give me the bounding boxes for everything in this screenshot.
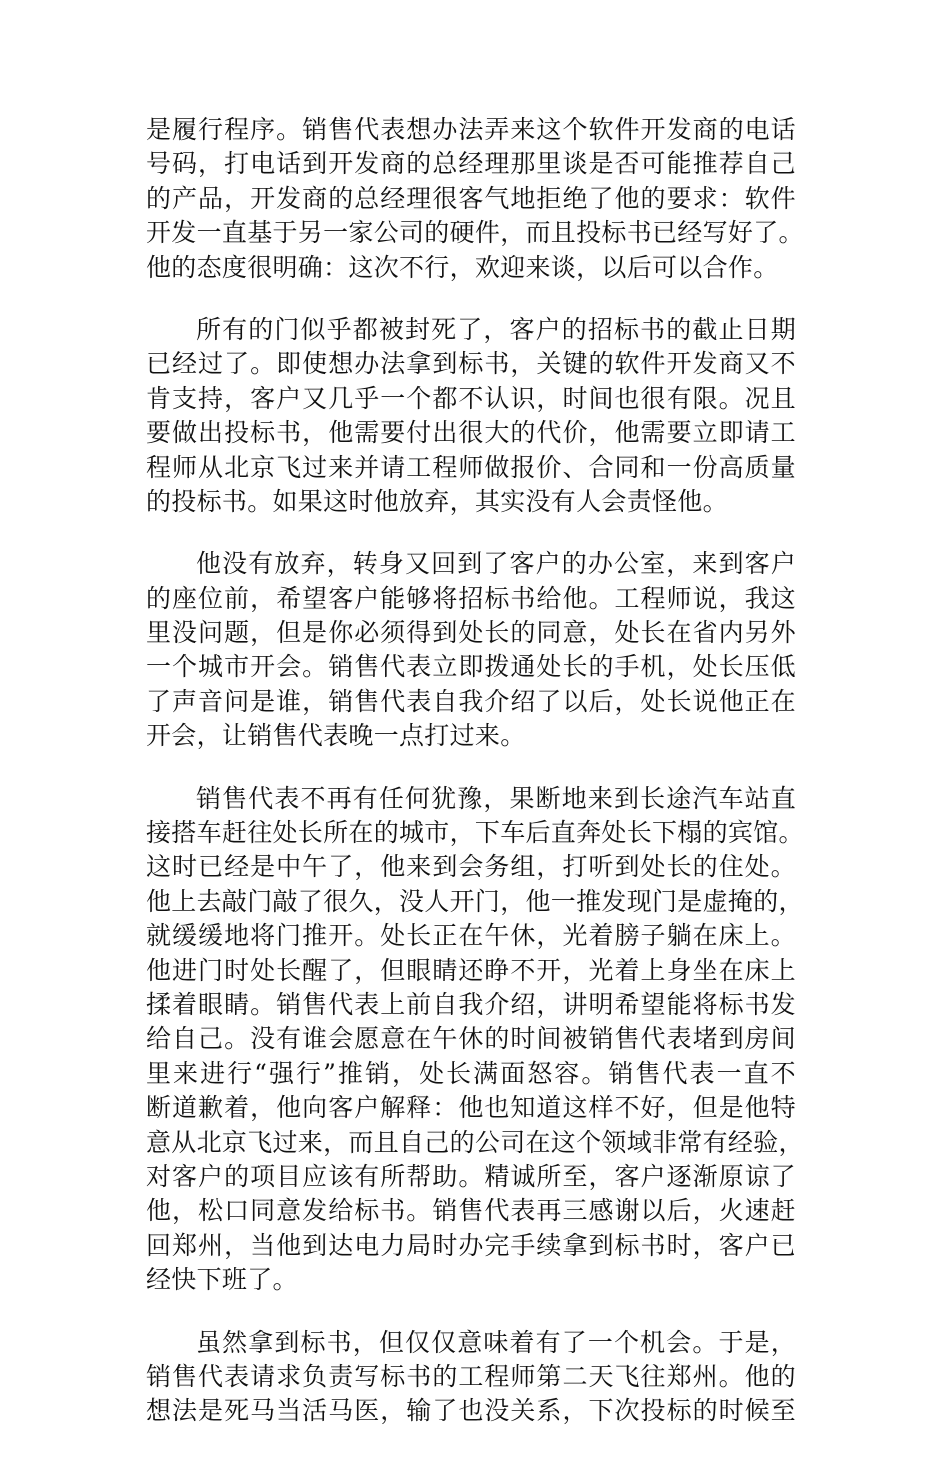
text-line: 意从北京飞过来，而且自己的公司在这个领域非常有经验， <box>146 1127 804 1157</box>
text-line: 回郑州，当他到达电力局时办完手续拿到标书时，客户已 <box>146 1230 796 1260</box>
text-line: 销售代表不再有任何犹豫，果断地来到长途汽车站直 <box>196 783 796 813</box>
text-line: 是履行程序。销售代表想办法弄来这个软件开发商的电话 <box>146 115 796 144</box>
text-line: 他进门时处长醒了，但眼睛还睁不开，光着上身坐在床上 <box>146 955 796 985</box>
text-line: 开会，让销售代表晚一点打过来。 <box>146 721 526 751</box>
text-line: 虽然拿到标书，但仅仅意味着有了一个机会。于是， <box>196 1327 796 1357</box>
paragraph-2 <box>146 313 796 519</box>
text-line: 已经过了。即使想办法拿到标书，关键的软件开发商又不 <box>146 349 796 379</box>
text-line: 给自己。没有谁会愿意在午休的时间被销售代表堵到房间 <box>146 1024 796 1054</box>
text-line: 开发一直基于另一家公司的硬件，而且投标书已经写好了。 <box>146 218 804 248</box>
paragraph-3 <box>146 547 796 753</box>
text-line: 要做出投标书，他需要付出很大的代价，他需要立即请工 <box>146 418 796 448</box>
text-line: 他上去敲门敲了很久，没人开门，他一推发现门是虚掩的， <box>146 886 804 916</box>
text-line: 他没有放弃，转身又回到了客户的办公室，来到客户 <box>196 549 796 579</box>
text-line: 肯支持，客户又几乎一个都不认识，时间也很有限。况且 <box>146 383 796 413</box>
paragraph-1 <box>146 113 804 285</box>
text-line: 里来进行“强行”推销，处长满面怒容。销售代表一直不 <box>146 1058 796 1088</box>
text-line: 这时已经是中午了，他来到会务组，打听到处长的住处。 <box>146 852 796 882</box>
text-line: 的产品，开发商的总经理很客气地拒绝了他的要求：软件 <box>146 183 796 213</box>
text-line: 所有的门似乎都被封死了，客户的招标书的截止日期 <box>196 314 796 344</box>
text-line: 断道歉着，他向客户解释：他也知道这样不好，但是他特 <box>146 1093 796 1123</box>
document-body <box>146 113 804 1457</box>
text-line: 程师从北京飞过来并请工程师做报价、合同和一份高质量 <box>146 452 796 482</box>
text-line: 了声音问是谁，销售代表自我介绍了以后，处长说他正在 <box>146 686 796 716</box>
text-line: 的投标书。如果这时他放弃，其实没有人会责怪他。 <box>146 486 728 516</box>
text-line: 他，松口同意发给标书。销售代表再三感谢以后，火速赶 <box>146 1196 796 1226</box>
paragraph-5 <box>146 1326 796 1429</box>
text-line: 一个城市开会。销售代表立即拨通处长的手机，处长压低 <box>146 652 796 682</box>
text-line: 想法是死马当活马医，输了也没关系，下次投标的时候至 <box>146 1396 796 1426</box>
text-line: 就缓缓地将门推开。处长正在午休，光着膀子躺在床上。 <box>146 921 796 951</box>
text-line: 经快下班了。 <box>146 1265 298 1295</box>
text-line: 他的态度很明确：这次不行，欢迎来谈，以后可以合作。 <box>146 252 779 282</box>
paragraph-4 <box>146 782 804 1298</box>
text-line: 号码，打电话到开发商的总经理那里谈是否可能推荐自己 <box>146 149 796 179</box>
text-line: 销售代表请求负责写标书的工程师第二天飞往郑州。他的 <box>146 1361 796 1391</box>
text-line: 对客户的项目应该有所帮助。精诚所至，客户逐渐原谅了 <box>146 1161 796 1191</box>
text-line: 里没问题，但是你必须得到处长的同意，处长在省内另外 <box>146 618 796 648</box>
text-line: 接搭车赶往处长所在的城市，下车后直奔处长下榻的宾馆。 <box>146 818 804 848</box>
text-line: 的座位前，希望客户能够将招标书给他。工程师说，我这 <box>146 583 796 613</box>
text-line: 揉着眼睛。销售代表上前自我介绍，讲明希望能将标书发 <box>146 989 796 1019</box>
